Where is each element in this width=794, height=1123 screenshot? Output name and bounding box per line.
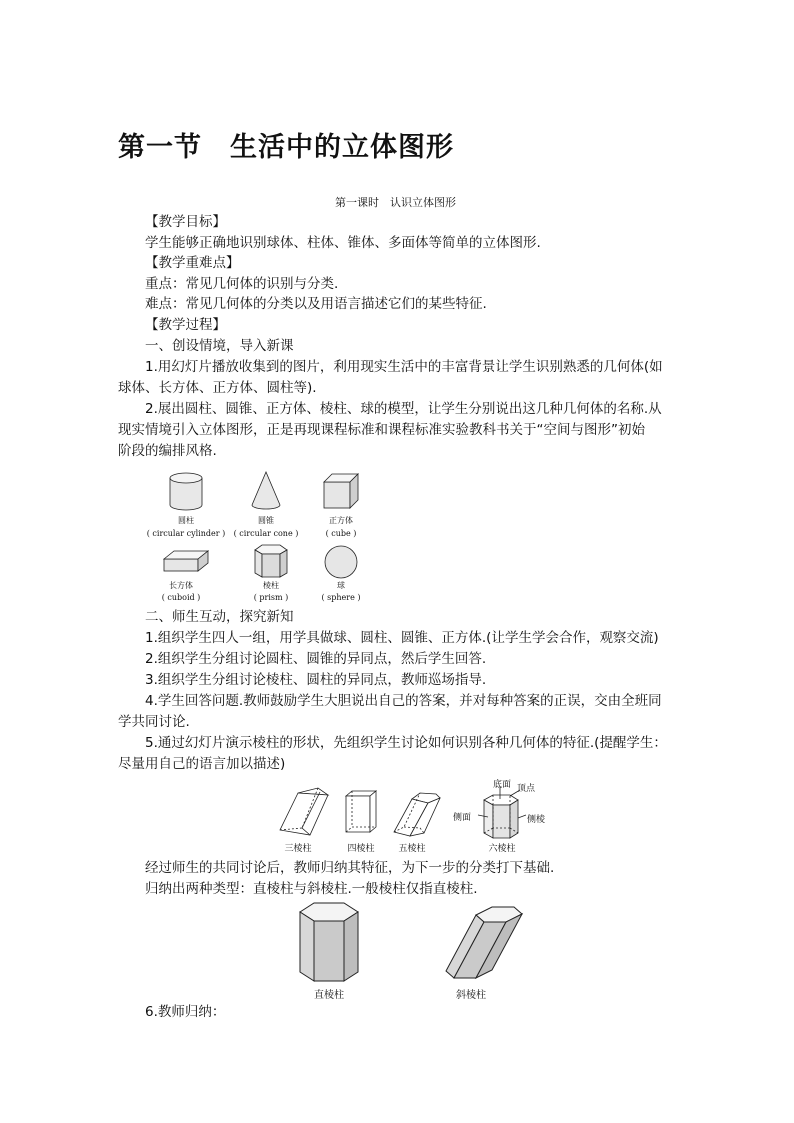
paragraph-text: 5.通过幻灯片演示棱柱的形状，先组织学生讨论如何识别各种几何体的特征.(提醒学生： (145, 735, 667, 751)
caption-cone-en: ( circular cone ) (233, 529, 299, 538)
caption-rectangular-prism: 四棱柱 (347, 844, 375, 854)
paragraph-text: 经过师生的共同讨论后，教师归纳其特征，为下一步的分类打下基础. (145, 860, 555, 876)
label-base: 底面 (493, 780, 512, 790)
label-side-edge: 侧棱 (527, 815, 546, 825)
caption-cuboid-en: ( cuboid ) (161, 593, 201, 602)
label-side-face: 侧面 (453, 813, 472, 823)
paragraph-text: 4.学生回答问题.教师鼓励学生大胆说出自己的答案，并对每种答案的正误，交由全班同 (145, 693, 662, 709)
caption-triangular-prism: 三棱柱 (284, 844, 312, 854)
caption-prism: 棱柱 (263, 581, 279, 590)
caption-hexagonal-prism: 六棱柱 (488, 844, 516, 854)
lesson-subtitle: 第一课时 认识立体图形 (335, 196, 456, 209)
paragraph-text: 归纳出两种类型：直棱柱与斜棱柱.一般棱柱仅指直棱柱. (145, 881, 478, 897)
paragraph-text: 3.组织学生分组讨论棱柱、圆柱的异同点，教师巡场指导. (145, 672, 487, 688)
step-heading-6: 6.教师归纳： (145, 1004, 226, 1020)
paragraph-text: 2.组织学生分组讨论圆柱、圆锥的异同点，然后学生回答. (145, 651, 487, 667)
caption-oblique-prism: 斜棱柱 (456, 990, 486, 1001)
paragraph-text: 尽量用自己的语言加以描述) (118, 756, 286, 772)
caption-sphere-en: ( sphere ) (321, 593, 361, 602)
paragraph-text: 学共同讨论. (118, 714, 190, 730)
caption-cylinder: 圆柱 (178, 516, 194, 525)
caption-pentagonal-prism: 五棱柱 (398, 844, 426, 854)
caption-cube: 正方体 (329, 516, 353, 525)
caption-sphere: 球 (337, 581, 345, 590)
caption-cone: 圆锥 (258, 516, 274, 525)
label-vertex: 顶点 (517, 784, 536, 794)
right-prism-icon (300, 903, 358, 981)
paragraph-difficulty: 难点：常见几何体的分类以及用语言描述它们的某些特征. (145, 296, 487, 312)
paragraph-text: 1.组织学生四人一组，用学具做球、圆柱、圆锥、正方体.(让学生学会合作，观察交流) (145, 630, 659, 646)
paragraph-text: 1.用幻灯片播放收集到的图片，利用现实生活中的丰富背景让学生识别熟悉的几何体(如 (145, 359, 663, 375)
step-heading-2: 二、师生互动，探究新知 (145, 609, 294, 625)
paragraph-keypoint: 重点：常见几何体的识别与分类. (145, 276, 339, 292)
section-heading-keypoints: 【教学重难点】 (145, 255, 240, 271)
paragraph-text: 2.展出圆柱、圆锥、正方体、棱柱、球的模型，让学生分别说出这几种几何体的名称.从 (145, 401, 662, 417)
caption-prism-en: ( prism ) (253, 593, 289, 602)
section-heading-process: 【教学过程】 (145, 317, 226, 333)
paragraph-text: 阶段的编排风格. (118, 443, 217, 459)
page-title: 第一节 生活中的立体图形 (118, 132, 454, 163)
paragraph-goals: 学生能够正确地识别球体、柱体、锥体、多面体等简单的立体图形. (145, 235, 541, 251)
section-heading-goals: 【教学目标】 (145, 214, 226, 230)
paragraph-text: 球体、长方体、正方体、圆柱等). (118, 380, 317, 396)
step-heading-1: 一、创设情境，导入新课 (145, 338, 294, 354)
caption-right-prism: 直棱柱 (314, 990, 344, 1001)
paragraph-text: 现实情境引入立体图形，正是再现课程标准和课程标准实验教科书关于“空间与图形”初始 (118, 422, 645, 438)
caption-cube-en: ( cube ) (325, 529, 357, 538)
caption-cylinder-en: ( circular cylinder ) (146, 529, 226, 538)
caption-cuboid: 长方体 (169, 581, 193, 590)
oblique-prism-icon (446, 907, 522, 978)
